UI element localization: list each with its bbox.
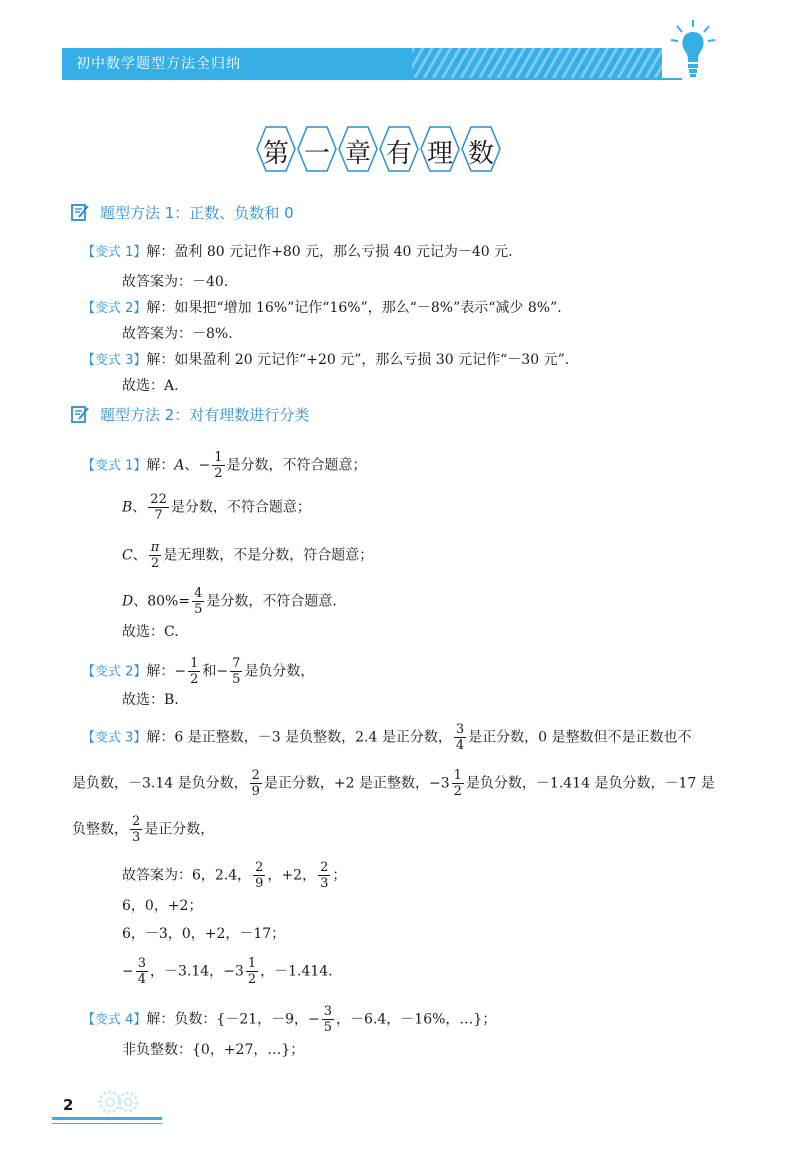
fraction: $\frac{7}{5}$ bbox=[232, 656, 241, 687]
variant-tag: 【变式 2】 bbox=[82, 664, 147, 680]
s1-variant-2: 【变式 2】解：如果把“增加 16%”记作“16%”，那么“－8%”表示“减少 8%”. bbox=[82, 300, 562, 316]
s2-variant-3-row2: 6，0，+2； bbox=[122, 898, 203, 914]
fraction: $\frac{2}{9}$ bbox=[251, 768, 260, 799]
header-stripes bbox=[412, 48, 662, 78]
fraction: $\frac{3}{4}$ bbox=[137, 956, 147, 987]
chapter-char-4: 有 bbox=[379, 125, 419, 173]
s2-variant-1-answer: 故选：C. bbox=[122, 624, 179, 640]
page-number: 2 bbox=[63, 1096, 74, 1114]
header-rule bbox=[62, 78, 682, 80]
footer-rule-thin bbox=[52, 1123, 162, 1124]
fraction: $\frac{3}{4}$ bbox=[455, 722, 465, 753]
variant-tag: 【变式 1】 bbox=[82, 245, 147, 260]
fraction: $\frac{2}{3}$ bbox=[132, 814, 141, 845]
s2-variant-1-c: C、 $\frac{\pi}{2}$ 是无理数，不是分数，符合题意； bbox=[122, 540, 374, 571]
fraction: $\frac{2}{3}$ bbox=[320, 860, 329, 891]
fraction: $\frac{2}{9}$ bbox=[255, 860, 264, 891]
s2-variant-2: 【变式 2】解：− $\frac{1}{2}$ 和− $\frac{7}{5}$ 是负分数， bbox=[82, 656, 315, 687]
fraction: $\frac{3}{5}$ bbox=[323, 1004, 333, 1035]
s1-variant-1-answer: 故答案为：－40. bbox=[122, 274, 229, 290]
fraction: $\frac{1}{2}$ bbox=[214, 450, 223, 481]
s2-variant-3-row4: − $\frac{3}{4}$ ，－3.14，−3 $\frac{1}{2}$ ，－1.414. bbox=[122, 956, 333, 987]
s1-variant-1: 【变式 1】解：盈利 80 元记作+80 元，那么亏损 40 元记为－40 元. bbox=[82, 244, 513, 260]
s2-variant-3-l3: 负整数， $\frac{2}{3}$ 是正分数， bbox=[72, 814, 215, 845]
chapter-char-3: 章 bbox=[338, 125, 378, 173]
s2-variant-4-line2: 非负整数：{0，+27，…}； bbox=[122, 1042, 305, 1058]
header-title: 初中数学题型方法全归纳 bbox=[76, 56, 241, 72]
variant-tag: 【变式 1】 bbox=[82, 458, 147, 474]
s2-variant-1-b: B、 $\frac{22}{7}$ 是分数，不符合题意； bbox=[122, 492, 311, 523]
s2-variant-4: 【变式 4】解：负数：{－21，－9，− $\frac{3}{5}$ ，－6.4，－16%，…}； bbox=[82, 1004, 497, 1035]
s1-variant-3: 【变式 3】解：如果盈利 20 元记作“+20 元”，那么亏损 30 元记作“－30 元”. bbox=[82, 352, 570, 368]
footer-rule bbox=[52, 1117, 162, 1120]
lightbulb-icon bbox=[668, 18, 718, 80]
fraction: $\frac{22}{7}$ bbox=[150, 492, 167, 523]
variant-tag: 【变式 3】 bbox=[82, 730, 147, 746]
s2-variant-3-answer: 故答案为：6，2.4， $\frac{2}{9}$ ，+2， $\frac{2}{3}$ ； bbox=[122, 860, 347, 891]
fraction: $\frac{\pi}{2}$ bbox=[150, 540, 160, 571]
variant-tag: 【变式 2】 bbox=[82, 301, 147, 316]
s2-variant-3-l1: 【变式 3】解：6 是正整数，－3 是负整数，2.4 是正分数， $\frac{3}{4}$ 是正分数，0 是整数但不是正数也不 bbox=[82, 722, 692, 753]
chapter-title bbox=[256, 125, 506, 173]
variant-tag: 【变式 4】 bbox=[82, 1012, 147, 1028]
header-band bbox=[62, 48, 662, 78]
s2-variant-1-d: D、80%= $\frac{4}{5}$ 是分数，不符合题意. bbox=[122, 586, 337, 617]
s2-variant-1-a: 【变式 1】解：A、− $\frac{1}{2}$ 是分数，不符合题意； bbox=[82, 450, 367, 481]
chapter-char-2: 一 bbox=[297, 125, 337, 173]
notepad-pen-icon bbox=[70, 202, 90, 222]
fraction: $\frac{1}{2}$ bbox=[190, 656, 199, 687]
chapter-char-1: 第 bbox=[256, 125, 296, 173]
fraction: $\frac{1}{2}$ bbox=[453, 768, 462, 799]
fraction: $\frac{1}{2}$ bbox=[247, 956, 257, 987]
s1-variant-3-answer: 故选：A. bbox=[122, 378, 179, 394]
s2-variant-3-l2: 是负数，－3.14 是负分数， $\frac{2}{9}$ 是正分数，+2 是正整数，−3 $\frac{1}{2}$ 是负分数，－1.414 是负分数，－17 是 bbox=[72, 768, 715, 799]
gears-icon bbox=[96, 1088, 142, 1116]
variant-tag: 【变式 3】 bbox=[82, 353, 147, 368]
chapter-char-6: 数 bbox=[461, 125, 501, 173]
notepad-pen-icon bbox=[70, 404, 90, 424]
s2-variant-2-answer: 故选：B. bbox=[122, 692, 179, 708]
chapter-char-5: 理 bbox=[420, 125, 460, 173]
s1-variant-2-answer: 故答案为：－8%. bbox=[122, 326, 233, 342]
s2-variant-3-row3: 6，－3，0，+2，－17； bbox=[122, 926, 286, 942]
fraction: $\frac{4}{5}$ bbox=[194, 586, 203, 617]
